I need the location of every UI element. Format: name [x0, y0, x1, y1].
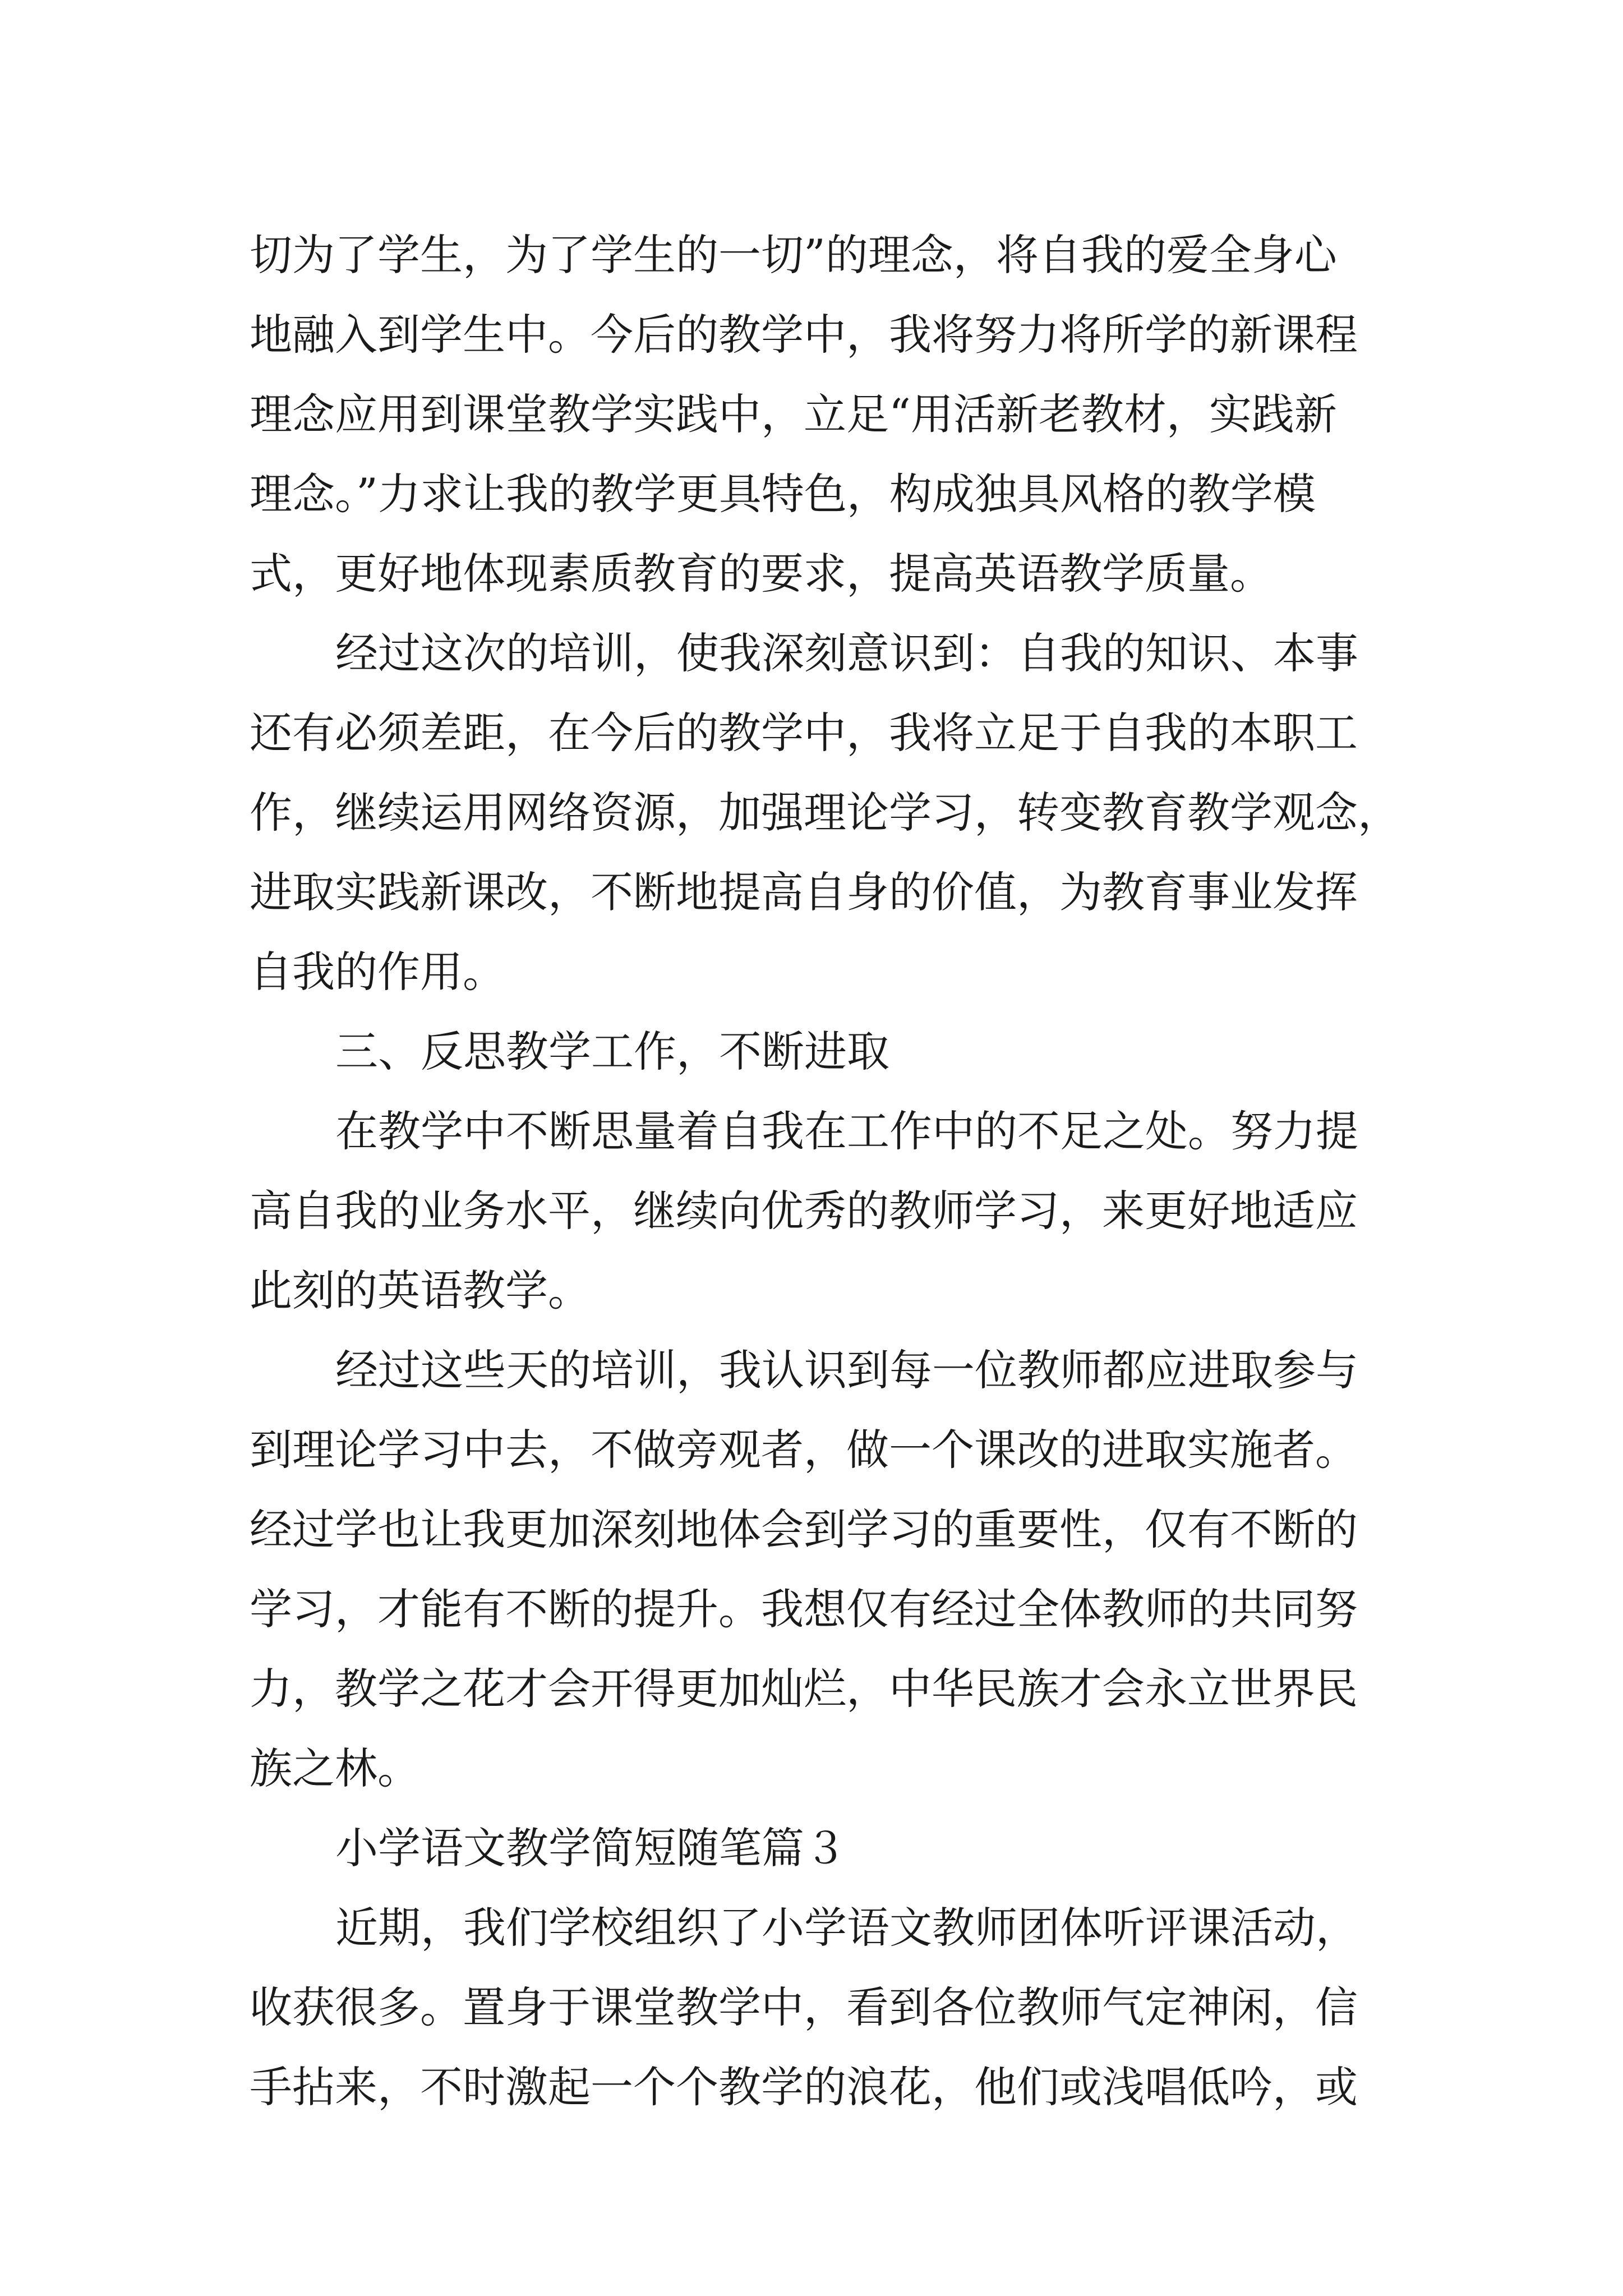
text-line: 此刻的英语教学。: [250, 1266, 591, 1315]
text-line: 在教学中不断思量着自我在工作中的不足之处。努力提: [335, 1106, 1358, 1156]
text-line: 自我的作用。: [250, 947, 505, 997]
text-line: 力，教学之花才会开得更加灿烂，中华民族才会永立世界民: [250, 1664, 1358, 1714]
text-line: 经过这次的培训，使我深刻意识到：自我的知识、本事: [335, 628, 1358, 678]
text-line: 近期，我们学校组织了小学语文教师团体听评课活动，: [335, 1903, 1358, 1953]
text-line: 学习，才能有不断的提升。我想仅有经过全体教师的共同努: [250, 1584, 1358, 1634]
article-title: 小学语文教学简短随笔篇３: [335, 1823, 847, 1873]
text-line: 经过这些天的培训，我认识到每一位教师都应进取参与: [335, 1345, 1358, 1395]
text-line: 收获很多。置身于课堂教学中，看到各位教师气定神闲，信: [250, 1982, 1358, 2032]
text-line: 切为了学生，为了学生的一切”的理念，将自我的爱全身心: [250, 230, 1337, 280]
text-line: 地融入到学生中。今后的教学中，我将努力将所学的新课程: [250, 310, 1358, 360]
text-line: 经过学也让我更加深刻地体会到学习的重要性，仅有不断的: [250, 1504, 1358, 1554]
text-line: 作，继续运用网络资源，加强理论学习，转变教育教学观念，: [250, 788, 1400, 838]
text-line: 还有必须差距，在今后的教学中，我将立足于自我的本职工: [250, 708, 1358, 758]
text-line: 族之林。: [250, 1743, 420, 1793]
text-line: 进取实践新课改，不断地提高自身的价值，为教育事业发挥: [250, 867, 1358, 917]
text-line: 理念。”力求让我的教学更具特色，构成独具风格的教学模: [250, 469, 1316, 519]
text-line: 式，更好地体现素质教育的要求，提高英语教学质量。: [250, 549, 1272, 599]
text-line: 到理论学习中去，不做旁观者，做一个课改的进取实施者。: [250, 1425, 1358, 1475]
section-heading: 三、反思教学工作，不断进取: [335, 1027, 889, 1076]
text-line: 理念应用到课堂教学实践中，立足“用活新老教材，实践新: [250, 389, 1337, 439]
text-line: 手拈来，不时激起一个个教学的浪花，他们或浅唱低吟，或: [250, 2062, 1358, 2112]
text-line: 高自我的业务水平，继续向优秀的教师学习，来更好地适应: [250, 1186, 1358, 1236]
